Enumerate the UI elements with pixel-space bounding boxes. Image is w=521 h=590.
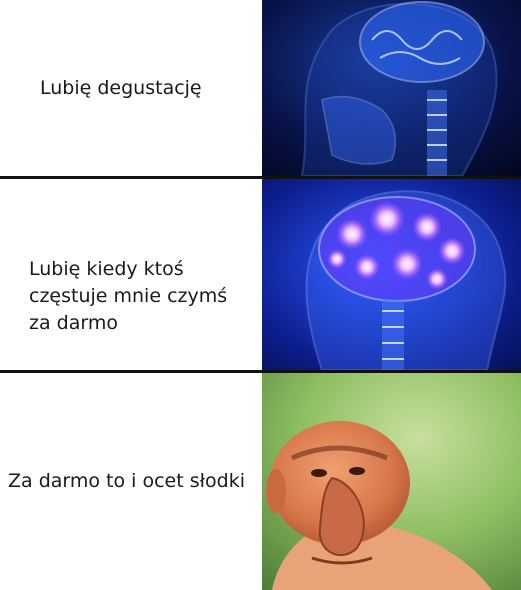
panel-1-caption-text: Lubię degustację: [40, 76, 202, 99]
panel-3-caption: [0, 373, 262, 590]
panel-3-image: [262, 373, 521, 590]
panel-2: [0, 179, 521, 370]
brain-dim-illustration: [262, 0, 521, 176]
proboscis-monkey-illustration: [262, 373, 521, 590]
panel-2-image: [262, 179, 521, 370]
panel-1-image: [262, 0, 521, 176]
panel-3-caption-text: Za darmo to i ocet słodki: [8, 470, 245, 492]
brain-bright-illustration: [262, 179, 521, 370]
panel-2-caption-text: Lubię kiedy ktoś częstuje mnie czymś za darmo: [29, 258, 228, 334]
panel-1-caption: [0, 0, 262, 176]
panel-1: [0, 0, 521, 176]
panel-2-caption: [0, 229, 262, 337]
panel-3: [0, 373, 521, 590]
